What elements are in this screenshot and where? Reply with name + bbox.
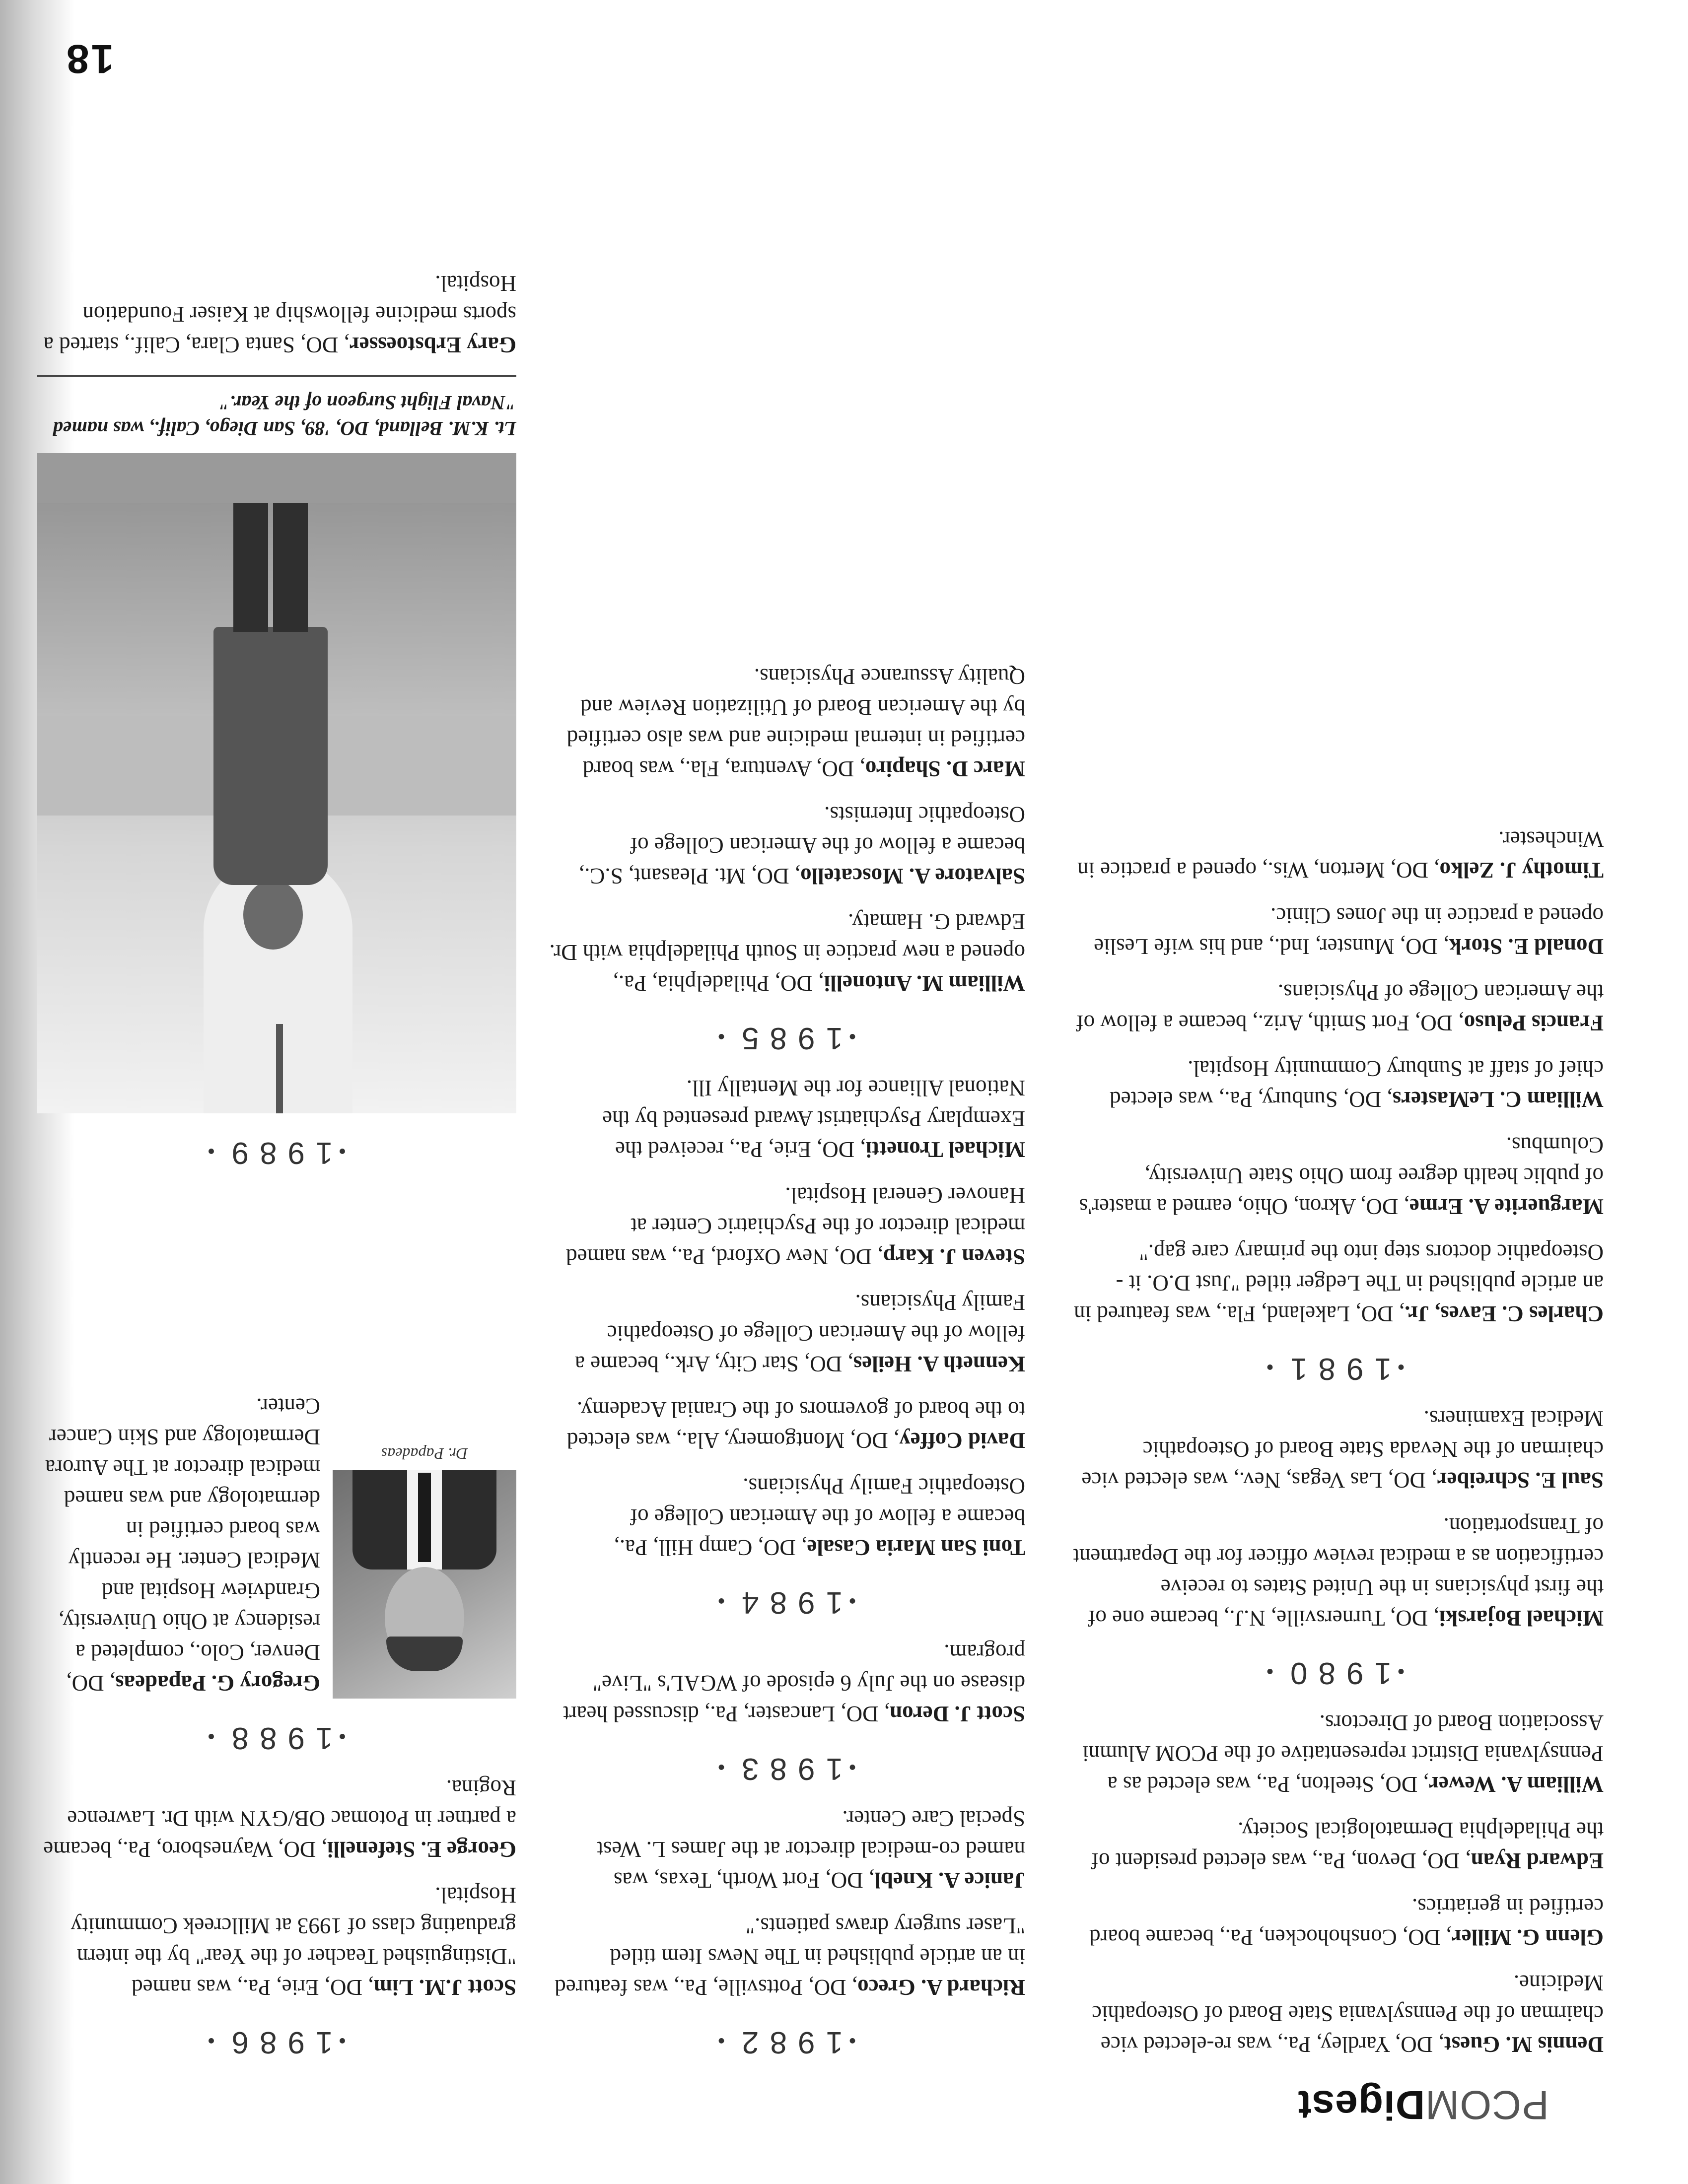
list-item: Salvatore A. Moscatello, DO, Mt. Pleasant, S.C., became a fellow of the American College of Osteopathic Internists.: [578, 802, 1025, 888]
list-item: Saul E. Schreiber, DO, Las Vegas, Nev., was elected vice chairman of the Nevada State Board of Osteopathic Medical Examiners.: [1081, 1406, 1604, 1493]
masthead: [1297, 2080, 1549, 2129]
list-item: William A. Wewer, DO, Steelton, Pa., was elected as a Pennsylvania District representative of the PCOM Alumni Association Board of Directors.: [1082, 1710, 1604, 1797]
year-heading-1986: •1986•: [208, 2025, 346, 2059]
year-heading-1983: •1983•: [718, 1752, 856, 1786]
list-item: Edward Ryan, DO, Devon, Pa., was elected president of the Philadelphia Dermatological Society.: [1091, 1818, 1604, 1873]
papadeas-photo-caption: Dr. Papadeas: [381, 1445, 468, 1463]
year-heading-1985: •1985•: [718, 1021, 856, 1055]
list-item: Scott J.M. Lim, DO, Erie, Pa., was named "Distinguished Teacher of the Year" by the intern graduating class of 1993 at Millcreek Community Hospital.: [70, 1883, 516, 2000]
papadeas-portrait-photo: [333, 1470, 516, 1699]
list-item: Michael Bojarski, DO, Turnersville, N.J., became one of the first physicians in the United States to receive certification as a medical review officer for the Department of Transportation.: [1073, 1513, 1604, 1631]
column-3: [37, 253, 516, 2060]
list-item: William C. LeMasters, DO, Sunbury, Pa., was elected chief of staff at Sunbury Community Hospital.: [1110, 1056, 1604, 1112]
column-1: [1067, 809, 1604, 2060]
year-heading-1982: •1982•: [718, 2025, 856, 2059]
list-item: Marc D. Shapiro, DO, Aventura, Fla., was board certified in internal medicine and was also certified by the American Board of Utilization Review and Quality Assurance Physicians.: [566, 664, 1025, 781]
entries-1979: [1067, 1707, 1604, 2060]
year-heading-1984: •1984•: [718, 1585, 856, 1620]
list-item: Francis Peluso, DO, Fort Smith, Ariz., became a fellow of the American College of Physicians.: [1076, 980, 1604, 1035]
list-item: Janice A. Knebl, DO, Fort Worth, Texas, was named co-medical director at the James L. West Special Care Center.: [597, 1806, 1025, 1893]
year-heading-1989: •1989•: [208, 1136, 346, 1170]
list-item: Gregory G. Papadeas, DO, Denver, Colo., completed a residency at Ohio University, Grandview Hospital and Medical Center. He recently was board certified in dermatology and was named medical director at The Aurora Dermatology and Skin Cancer Center.: [45, 1394, 320, 1696]
list-item: Glenn G. Miller, DO, Conshohocken, Pa., became board certified in geriatrics.: [1089, 1894, 1604, 1950]
list-item: Scott J. Deron, DO, Lancaster, Pa., discussed heart disease on the July 6 episode of WGAL's "Live" program.: [563, 1640, 1025, 1726]
list-item: Dennis M. Guest, DO, Yardley, Pa., was re-elected vice chairman of the Pennsylvania State Board of Osteopathic Medicine.: [1092, 1971, 1604, 2057]
flight-surgeon-caption: Lt. K.M. Belland, DO, '89, San Diego, Calif., was named "Naval Flight Surgeon of the Year.": [37, 375, 516, 441]
papadeas-feature: [37, 1187, 516, 1699]
pcom-digest-logo: PCOMDigest: [1297, 2082, 1549, 2127]
list-item: Steven J. Karp, DO, New Oxford, Pa., was named medical director of the Psychiatric Center at Hanover General Hospital.: [566, 1183, 1025, 1269]
list-item: Gary Erbstoesser, DO, Santa Clara, Calif., started a sports medicine fellowship at Kaiser Foundation Hospital.: [43, 271, 516, 357]
list-item: Toni San Maria Casale, DO, Camp Hill, Pa., became a fellow of the American College of Osteopathic Family Physicians.: [614, 1474, 1025, 1560]
list-item: Richard A. Greco, DO, Pottsville, Pa., was featured in an article published in The News Item titled "Laser surgery draws patients.": [555, 1913, 1025, 2000]
list-item: Charles C. Eaves, Jr., DO, Lakeland, Fla., was featured in an article published in The Ledger titled "Just D.O. it - Osteopathic doctors step into the primary care gap.": [1074, 1240, 1604, 1326]
list-item: George E. Stefenelli, DO, Waynesboro, Pa., became a partner in Potomac OB/GYN with Dr. Lawrence Rogina.: [43, 1775, 516, 1862]
list-item: Timothy J. Zelko, DO, Merton, Wis., opened a practice in Winchester.: [1077, 827, 1604, 883]
list-item: Michael Tronetti, DO, Erie, Pa., received the Exemplary Psychiatrist Award presented by the National Alliance for the Mentally Ill.: [602, 1076, 1025, 1162]
page-number: 18: [65, 36, 114, 81]
year-heading-1981: •1981•: [1266, 1352, 1405, 1386]
list-item: Kenneth A. Heiles, DO, Star City, Ark., became a fellow of the American College of Osteopathic Family Physicians.: [575, 1290, 1025, 1376]
list-item: William M. Antonelli, DO, Philadelphia, Pa., opened a new practice in South Philadelphia with Dr. Edward G. Hamaty.: [549, 909, 1025, 996]
naval-flight-surgeon-photo: [37, 453, 516, 1113]
list-item: Marguerite A. Erme, DO, Akron, Ohio, earned a master's of public health degree from Ohio State University, Columbus.: [1079, 1133, 1604, 1219]
column-2: [549, 646, 1025, 2060]
year-heading-1988: •1988•: [208, 1721, 346, 1755]
list-item: David Coffey, DO, Montgomery, Ala., was elected to the board of governors of the Cranial Academy.: [566, 1397, 1025, 1453]
year-heading-1980: •1980•: [1266, 1656, 1405, 1690]
list-item: Donald E. Stork, DO, Munster, Ind., and his wife Leslie opened a practice in the Jones Clinic.: [1094, 903, 1604, 959]
